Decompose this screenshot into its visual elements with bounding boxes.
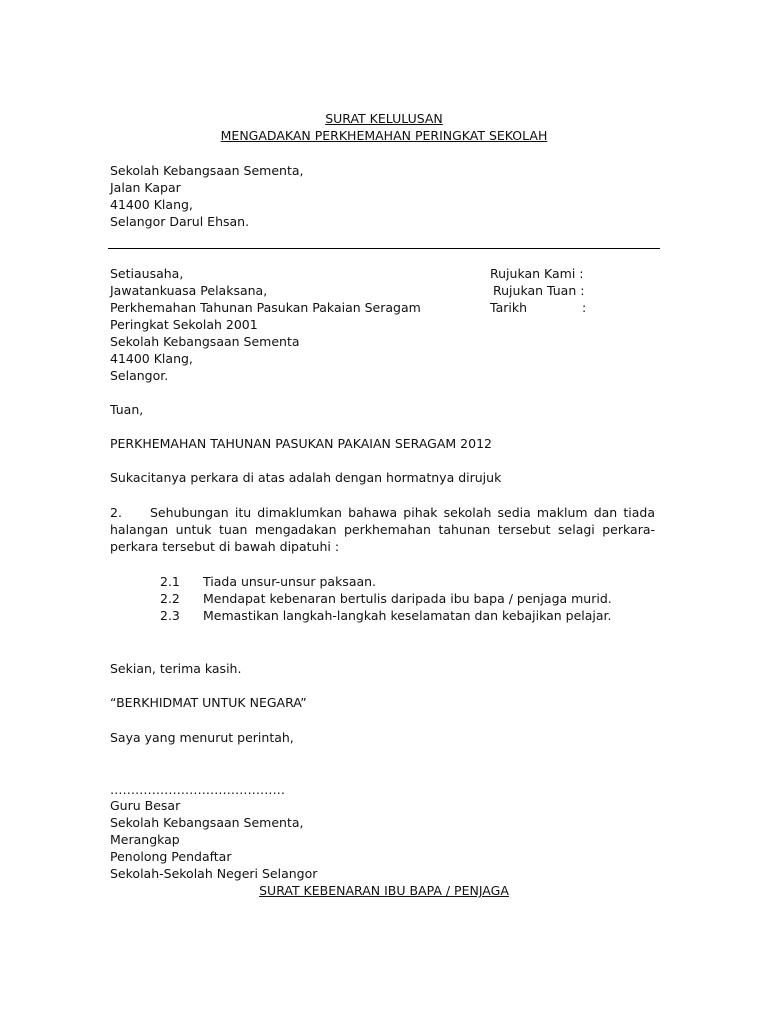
- sender-address-line: 41400 Klang,: [110, 197, 193, 212]
- reference-date-label: Tarikh: [490, 300, 527, 315]
- signatory-line: Merangkap: [110, 832, 180, 847]
- obedience-line: Saya yang menurut perintah,: [110, 730, 294, 745]
- divider-rule: [108, 248, 660, 249]
- paragraph-text: Sehubungan itu dimaklumkan bahawa pihak sekolah sedia maklum dan tiada halangan untuk tuan mengadakan perkhemahan tahunan tersebut selagi perkara-perkara tersebut di bawah dipatuhi :: [110, 505, 655, 554]
- salutation: Tuan,: [110, 402, 144, 417]
- signatory-line: Sekolah-Sekolah Negeri Selangor: [110, 866, 318, 881]
- condition-number: 2.3: [160, 608, 180, 623]
- signatory-line: Guru Besar: [110, 798, 181, 813]
- recipient-address-line: Jawatankuasa Pelaksana,: [110, 283, 268, 298]
- closing-line: Sekian, terima kasih.: [110, 661, 242, 676]
- sender-address-line: Jalan Kapar: [110, 180, 181, 195]
- recipient-address-line: Setiausaha,: [110, 266, 184, 281]
- recipient-address-line: Selangor.: [110, 368, 169, 383]
- letter-title: SURAT KELULUSAN: [325, 111, 443, 126]
- paragraph-approval: [110, 504, 655, 555]
- letter-subtitle: MENGADAKAN PERKHEMAHAN PERINGKAT SEKOLAH: [220, 128, 548, 143]
- letter-subject: PERKHEMAHAN TAHUNAN PASUKAN PAKAIAN SERAGAM 2012: [110, 436, 492, 451]
- recipient-address-line: Perkhemahan Tahunan Pasukan Pakaian Seragam: [110, 300, 421, 315]
- recipient-address-line: Sekolah Kebangsaan Sementa: [110, 334, 300, 349]
- signature-line: ……………………………………: [110, 782, 285, 797]
- signatory-line: Penolong Pendaftar: [110, 849, 232, 864]
- condition-text: Tiada unsur-unsur paksaan.: [203, 574, 377, 589]
- next-section-heading: SURAT KEBENARAN IBU BAPA / PENJAGA: [259, 883, 509, 898]
- paragraph-reference: Sukacitanya perkara di atas adalah dengan hormatnya dirujuk: [110, 470, 502, 485]
- paragraph-number: 2.: [110, 505, 122, 520]
- motto: “BERKHIDMAT UNTUK NEGARA”: [110, 695, 307, 710]
- recipient-address-line: Peringkat Sekolah 2001: [110, 317, 258, 332]
- signatory-line: Sekolah Kebangsaan Sementa,: [110, 815, 304, 830]
- reference-date-colon: :: [582, 300, 587, 315]
- sender-address-line: Selangor Darul Ehsan.: [110, 214, 250, 229]
- sender-address-line: Sekolah Kebangsaan Sementa,: [110, 163, 304, 178]
- reference-yours: Rujukan Tuan :: [493, 283, 585, 298]
- condition-number: 2.2: [160, 591, 180, 606]
- recipient-address-line: 41400 Klang,: [110, 351, 193, 366]
- condition-text: Memastikan langkah-langkah keselamatan dan kebajikan pelajar.: [203, 608, 612, 623]
- condition-text: Mendapat kebenaran bertulis daripada ibu bapa / penjaga murid.: [203, 591, 612, 606]
- reference-ours: Rujukan Kami :: [490, 266, 584, 281]
- condition-number: 2.1: [160, 574, 180, 589]
